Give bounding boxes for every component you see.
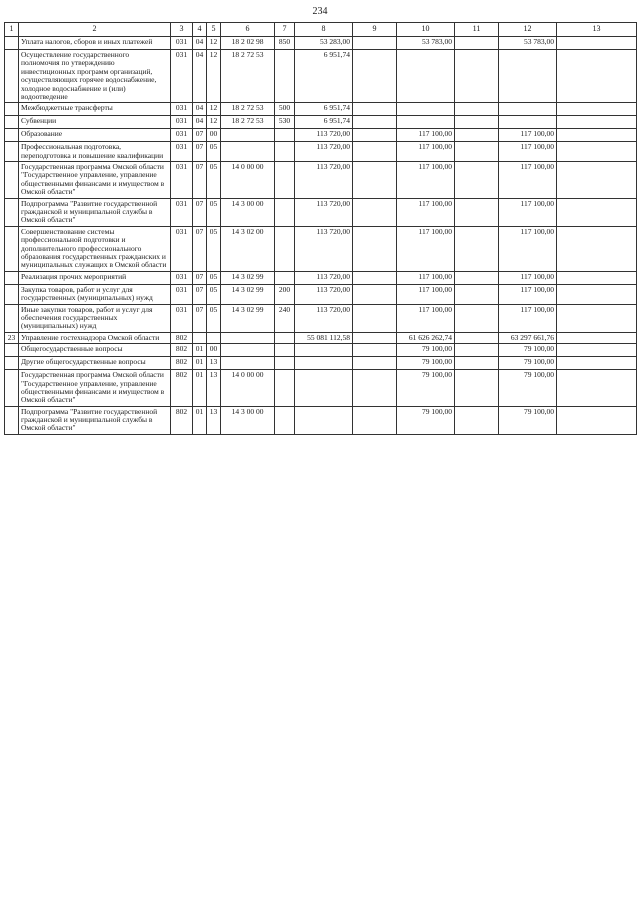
- section-code-cell: 01: [193, 370, 207, 407]
- column-header: 5: [207, 23, 221, 37]
- section-code-cell: 04: [193, 49, 207, 102]
- ministry-code-cell: 802: [171, 332, 193, 343]
- amount-cell: [295, 357, 353, 370]
- target-article-cell: 14 3 02 99: [221, 304, 275, 332]
- amount-cell: 113 720,00: [295, 129, 353, 142]
- table-row: [5, 284, 637, 304]
- ministry-code-cell: 031: [171, 116, 193, 129]
- ministry-code-cell: 031: [171, 304, 193, 332]
- row-number-cell: [5, 357, 19, 370]
- amount-cell: 6 951,74: [295, 103, 353, 116]
- amount-cell: 79 100,00: [397, 370, 455, 407]
- amount-cell: 117 100,00: [499, 284, 557, 304]
- row-number-cell: 23: [5, 332, 19, 343]
- amount-cell: [557, 198, 637, 226]
- row-number-cell: [5, 198, 19, 226]
- ministry-code-cell: 031: [171, 284, 193, 304]
- target-article-cell: 14 3 00 00: [221, 406, 275, 434]
- amount-cell: [353, 116, 397, 129]
- amount-cell: [557, 36, 637, 49]
- section-code-cell: 07: [193, 162, 207, 199]
- amount-cell: [353, 226, 397, 271]
- table-row: [5, 49, 637, 102]
- amount-cell: 79 100,00: [499, 344, 557, 357]
- section-code-cell: 07: [193, 271, 207, 284]
- amount-cell: [455, 49, 499, 102]
- row-name-cell: Уплата налогов, сборов и иных платежей: [19, 36, 171, 49]
- amount-cell: [353, 198, 397, 226]
- expense-type-cell: [275, 357, 295, 370]
- ministry-code-cell: 031: [171, 162, 193, 199]
- amount-cell: 117 100,00: [397, 198, 455, 226]
- target-article-cell: [221, 357, 275, 370]
- table-row: [5, 129, 637, 142]
- section-code-cell: 04: [193, 103, 207, 116]
- amount-cell: [455, 284, 499, 304]
- amount-cell: 117 100,00: [499, 142, 557, 162]
- section-code-cell: 07: [193, 226, 207, 271]
- expense-type-cell: [275, 162, 295, 199]
- expense-type-cell: [275, 344, 295, 357]
- amount-cell: 117 100,00: [499, 226, 557, 271]
- subsection-code-cell: 13: [207, 406, 221, 434]
- amount-cell: [557, 284, 637, 304]
- expense-type-cell: 200: [275, 284, 295, 304]
- table-row: [5, 103, 637, 116]
- table-row: [5, 198, 637, 226]
- target-article-cell: [221, 332, 275, 343]
- amount-cell: 113 720,00: [295, 284, 353, 304]
- amount-cell: [557, 370, 637, 407]
- amount-cell: 117 100,00: [499, 198, 557, 226]
- section-code-cell: 01: [193, 357, 207, 370]
- amount-cell: 117 100,00: [499, 271, 557, 284]
- subsection-code-cell: 05: [207, 198, 221, 226]
- amount-cell: [499, 103, 557, 116]
- column-header: 11: [455, 23, 499, 37]
- column-header: 2: [19, 23, 171, 37]
- amount-cell: [455, 103, 499, 116]
- ministry-code-cell: 802: [171, 370, 193, 407]
- amount-cell: [557, 271, 637, 284]
- amount-cell: [455, 36, 499, 49]
- amount-cell: 79 100,00: [397, 357, 455, 370]
- amount-cell: [557, 142, 637, 162]
- amount-cell: 117 100,00: [499, 129, 557, 142]
- amount-cell: 55 081 112,58: [295, 332, 353, 343]
- ministry-code-cell: 031: [171, 271, 193, 284]
- row-number-cell: [5, 116, 19, 129]
- section-code-cell: 07: [193, 304, 207, 332]
- row-number-cell: [5, 49, 19, 102]
- row-name-cell: Управление гостехнадзора Омской области: [19, 332, 171, 343]
- table-row: [5, 142, 637, 162]
- target-article-cell: 14 3 02 99: [221, 284, 275, 304]
- amount-cell: [499, 49, 557, 102]
- row-name-cell: Иные закупки товаров, работ и услуг для обеспечения государственных (муниципальных) нужд: [19, 304, 171, 332]
- amount-cell: [455, 357, 499, 370]
- row-number-cell: [5, 370, 19, 407]
- amount-cell: 113 720,00: [295, 198, 353, 226]
- expense-type-cell: [275, 198, 295, 226]
- amount-cell: [455, 304, 499, 332]
- column-header: 9: [353, 23, 397, 37]
- row-name-cell: Субвенции: [19, 116, 171, 129]
- amount-cell: 117 100,00: [397, 142, 455, 162]
- amount-cell: [397, 116, 455, 129]
- table-row: [5, 304, 637, 332]
- column-header: 10: [397, 23, 455, 37]
- row-name-cell: Государственная программа Омской области "Государственное управление, управление общественными финансами и имуществом в Омской области": [19, 370, 171, 407]
- subsection-code-cell: 00: [207, 129, 221, 142]
- amount-cell: 113 720,00: [295, 271, 353, 284]
- amount-cell: 79 100,00: [499, 357, 557, 370]
- section-code-cell: 07: [193, 198, 207, 226]
- amount-cell: [455, 162, 499, 199]
- amount-cell: [557, 304, 637, 332]
- row-number-cell: [5, 142, 19, 162]
- amount-cell: 117 100,00: [397, 284, 455, 304]
- budget-table: [4, 22, 637, 435]
- amount-cell: [557, 332, 637, 343]
- amount-cell: [353, 103, 397, 116]
- table-body: [5, 36, 637, 434]
- row-name-cell: Профессиональная подготовка, переподготовка и повышение квалификации: [19, 142, 171, 162]
- amount-cell: 53 783,00: [499, 36, 557, 49]
- target-article-cell: 18 2 72 53: [221, 103, 275, 116]
- table-row: [5, 357, 637, 370]
- amount-cell: [557, 103, 637, 116]
- column-header: 4: [193, 23, 207, 37]
- amount-cell: 79 100,00: [499, 406, 557, 434]
- subsection-code-cell: [207, 332, 221, 343]
- target-article-cell: 18 2 72 53: [221, 49, 275, 102]
- amount-cell: 117 100,00: [397, 304, 455, 332]
- table-row: [5, 271, 637, 284]
- expense-type-cell: [275, 370, 295, 407]
- amount-cell: [455, 370, 499, 407]
- amount-cell: [557, 116, 637, 129]
- amount-cell: 63 297 661,76: [499, 332, 557, 343]
- column-header: 1: [5, 23, 19, 37]
- amount-cell: [557, 406, 637, 434]
- expense-type-cell: [275, 271, 295, 284]
- amount-cell: 113 720,00: [295, 226, 353, 271]
- ministry-code-cell: 031: [171, 36, 193, 49]
- amount-cell: [353, 357, 397, 370]
- row-name-cell: Подпрограмма "Развитие государственной гражданской и муниципальной службы в Омской области": [19, 406, 171, 434]
- ministry-code-cell: 802: [171, 406, 193, 434]
- amount-cell: [353, 406, 397, 434]
- section-code-cell: 07: [193, 129, 207, 142]
- amount-cell: [353, 129, 397, 142]
- amount-cell: [455, 332, 499, 343]
- table-row: [5, 344, 637, 357]
- amount-cell: [455, 142, 499, 162]
- amount-cell: [397, 103, 455, 116]
- row-number-cell: [5, 162, 19, 199]
- row-name-cell: Другие общегосударственные вопросы: [19, 357, 171, 370]
- column-header: 6: [221, 23, 275, 37]
- row-number-cell: [5, 284, 19, 304]
- expense-type-cell: [275, 142, 295, 162]
- amount-cell: 79 100,00: [499, 370, 557, 407]
- amount-cell: [353, 142, 397, 162]
- amount-cell: [353, 162, 397, 199]
- target-article-cell: 14 0 00 00: [221, 162, 275, 199]
- amount-cell: [557, 357, 637, 370]
- target-article-cell: [221, 129, 275, 142]
- amount-cell: [557, 49, 637, 102]
- amount-cell: 79 100,00: [397, 406, 455, 434]
- expense-type-cell: [275, 406, 295, 434]
- column-header: 12: [499, 23, 557, 37]
- section-code-cell: [193, 332, 207, 343]
- row-name-cell: Общегосударственные вопросы: [19, 344, 171, 357]
- amount-cell: [455, 129, 499, 142]
- target-article-cell: [221, 344, 275, 357]
- row-number-cell: [5, 304, 19, 332]
- amount-cell: [455, 198, 499, 226]
- row-number-cell: [5, 344, 19, 357]
- column-header: 3: [171, 23, 193, 37]
- row-name-cell: Совершенствование системы профессиональной подготовки и дополнительного профессионального образования государственных гражданских и муниципальных служащих в Омской области: [19, 226, 171, 271]
- amount-cell: [397, 49, 455, 102]
- expense-type-cell: [275, 226, 295, 271]
- row-number-cell: [5, 129, 19, 142]
- amount-cell: [499, 116, 557, 129]
- section-code-cell: 01: [193, 406, 207, 434]
- amount-cell: [295, 370, 353, 407]
- subsection-code-cell: 05: [207, 162, 221, 199]
- amount-cell: 117 100,00: [397, 162, 455, 199]
- target-article-cell: 14 3 00 00: [221, 198, 275, 226]
- amount-cell: 61 626 262,74: [397, 332, 455, 343]
- row-name-cell: Закупка товаров, работ и услуг для государственных (муниципальных) нужд: [19, 284, 171, 304]
- ministry-code-cell: 031: [171, 129, 193, 142]
- amount-cell: [353, 36, 397, 49]
- row-name-cell: Образование: [19, 129, 171, 142]
- amount-cell: 113 720,00: [295, 142, 353, 162]
- amount-cell: [295, 344, 353, 357]
- page-number: 234: [312, 6, 328, 17]
- subsection-code-cell: 12: [207, 103, 221, 116]
- row-number-cell: [5, 226, 19, 271]
- amount-cell: 117 100,00: [499, 162, 557, 199]
- table-row: [5, 370, 637, 407]
- amount-cell: 117 100,00: [499, 304, 557, 332]
- row-number-cell: [5, 103, 19, 116]
- subsection-code-cell: 05: [207, 304, 221, 332]
- ministry-code-cell: 031: [171, 226, 193, 271]
- subsection-code-cell: 05: [207, 226, 221, 271]
- column-number-row: [5, 23, 637, 37]
- subsection-code-cell: 05: [207, 142, 221, 162]
- subsection-code-cell: 05: [207, 271, 221, 284]
- row-name-cell: Подпрограмма "Развитие государственной гражданской и муниципальной службы в Омской области": [19, 198, 171, 226]
- amount-cell: [353, 49, 397, 102]
- amount-cell: [455, 344, 499, 357]
- table-row: [5, 332, 637, 343]
- row-number-cell: [5, 36, 19, 49]
- expense-type-cell: [275, 129, 295, 142]
- target-article-cell: 14 0 00 00: [221, 370, 275, 407]
- column-header: 8: [295, 23, 353, 37]
- target-article-cell: 18 2 02 98: [221, 36, 275, 49]
- amount-cell: [353, 332, 397, 343]
- amount-cell: 6 951,74: [295, 116, 353, 129]
- amount-cell: 117 100,00: [397, 226, 455, 271]
- column-header: 7: [275, 23, 295, 37]
- table-row: [5, 162, 637, 199]
- subsection-code-cell: 05: [207, 284, 221, 304]
- expense-type-cell: 500: [275, 103, 295, 116]
- row-number-cell: [5, 271, 19, 284]
- expense-type-cell: 240: [275, 304, 295, 332]
- ministry-code-cell: 802: [171, 344, 193, 357]
- amount-cell: [295, 406, 353, 434]
- section-code-cell: 07: [193, 142, 207, 162]
- amount-cell: 117 100,00: [397, 129, 455, 142]
- amount-cell: 113 720,00: [295, 162, 353, 199]
- row-name-cell: Осуществление государственного полномочия по утверждению инвестиционных программ организаций, осуществляющих горячее водоснабжение, холодное водоснабжение и (или) водоотведение: [19, 49, 171, 102]
- expense-type-cell: 530: [275, 116, 295, 129]
- section-code-cell: 04: [193, 116, 207, 129]
- section-code-cell: 01: [193, 344, 207, 357]
- ministry-code-cell: 031: [171, 142, 193, 162]
- row-name-cell: Реализация прочих мероприятий: [19, 271, 171, 284]
- section-code-cell: 04: [193, 36, 207, 49]
- target-article-cell: 18 2 72 53: [221, 116, 275, 129]
- subsection-code-cell: 13: [207, 357, 221, 370]
- subsection-code-cell: 00: [207, 344, 221, 357]
- amount-cell: [455, 406, 499, 434]
- amount-cell: [353, 344, 397, 357]
- amount-cell: [557, 162, 637, 199]
- amount-cell: [353, 370, 397, 407]
- table-row: [5, 36, 637, 49]
- subsection-code-cell: 13: [207, 370, 221, 407]
- ministry-code-cell: 802: [171, 357, 193, 370]
- ministry-code-cell: 031: [171, 103, 193, 116]
- subsection-code-cell: 12: [207, 49, 221, 102]
- row-name-cell: Межбюджетные трансферты: [19, 103, 171, 116]
- amount-cell: [557, 129, 637, 142]
- expense-type-cell: [275, 49, 295, 102]
- amount-cell: [455, 271, 499, 284]
- target-article-cell: [221, 142, 275, 162]
- section-code-cell: 07: [193, 284, 207, 304]
- amount-cell: [455, 116, 499, 129]
- amount-cell: [353, 284, 397, 304]
- ministry-code-cell: 031: [171, 49, 193, 102]
- amount-cell: [557, 344, 637, 357]
- amount-cell: 79 100,00: [397, 344, 455, 357]
- table-row: [5, 116, 637, 129]
- amount-cell: 117 100,00: [397, 271, 455, 284]
- table-row: [5, 226, 637, 271]
- target-article-cell: 14 3 02 99: [221, 271, 275, 284]
- amount-cell: 113 720,00: [295, 304, 353, 332]
- amount-cell: [557, 226, 637, 271]
- amount-cell: [353, 304, 397, 332]
- expense-type-cell: [275, 332, 295, 343]
- subsection-code-cell: 12: [207, 36, 221, 49]
- amount-cell: 53 283,00: [295, 36, 353, 49]
- amount-cell: [353, 271, 397, 284]
- amount-cell: [455, 226, 499, 271]
- subsection-code-cell: 12: [207, 116, 221, 129]
- row-number-cell: [5, 406, 19, 434]
- column-header: 13: [557, 23, 637, 37]
- row-name-cell: Государственная программа Омской области "Государственное управление, управление общественными финансами и имуществом в Омской области": [19, 162, 171, 199]
- amount-cell: 53 783,00: [397, 36, 455, 49]
- expense-type-cell: 850: [275, 36, 295, 49]
- amount-cell: 6 951,74: [295, 49, 353, 102]
- ministry-code-cell: 031: [171, 198, 193, 226]
- budget-table-sheet: [4, 22, 636, 435]
- target-article-cell: 14 3 02 00: [221, 226, 275, 271]
- table-row: [5, 406, 637, 434]
